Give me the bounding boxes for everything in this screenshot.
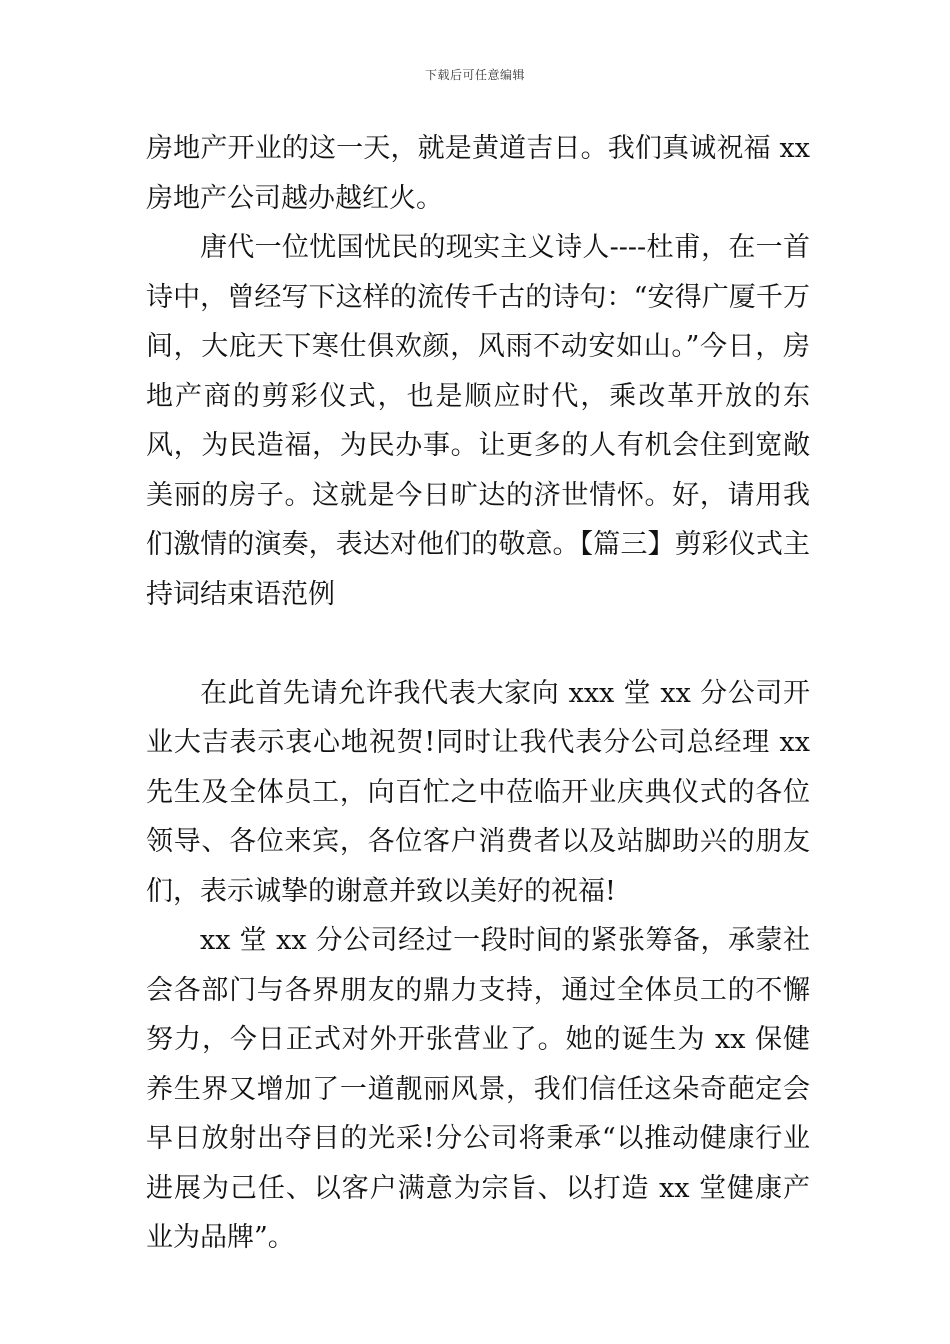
paragraph-2: 唐代一位忧国忧民的现实主义诗人----杜甫，在一首诗中，曾经写下这样的流传千古的诗句：“安得广厦千万间，大庇天下寒仕俱欢颜，风雨不动安如山。”今日，房地产商的剪彩仪式，也是顺应时代，乘改革开放的东风，为民造福，为民办事。让更多的人有机会住到宽敞美丽的房子。这就是今日旷达的济世情怀。好，请用我们激情的演奏，表达对他们的敬意。【篇三】剪彩仪式主持词结束语范例: [146, 232, 810, 610]
paragraph-1: 房地产开业的这一天，就是黄道吉日。我们真诚祝福 xx 房地产公司越办越红火。: [146, 133, 810, 214]
paragraph-4: xx 堂 xx 分公司经过一段时间的紧张筹备，承蒙社会各部门与各界朋友的鼎力支持，通过全体员工的不懈努力，今日正式对外开张营业了。她的诞生为 xx 保健养生界又增加了一道靓丽风景，我们信任这朵奇葩定会早日放射出夺目的光采!分公司将秉承“以推动健康行业进展为己任、以客户满意为宗旨、以打造 xx 堂健康产业为品牌”。: [146, 925, 810, 1253]
paragraph-3: 在此首先请允许我代表大家向 xxx 堂 xx 分公司开业大吉表示衷心地祝贺!同时让我代表分公司总经理 xx 先生及全体员工，向百忙之中莅临开业庆典仪式的各位领导、各位来宾，各位客户消费者以及站脚助兴的朋友们，表示诚挚的谢意并致以美好的祝福!: [146, 677, 810, 907]
blank-line: [146, 619, 810, 669]
document-body: [146, 124, 810, 1263]
page-header: 下载后可任意编辑: [424, 68, 525, 82]
